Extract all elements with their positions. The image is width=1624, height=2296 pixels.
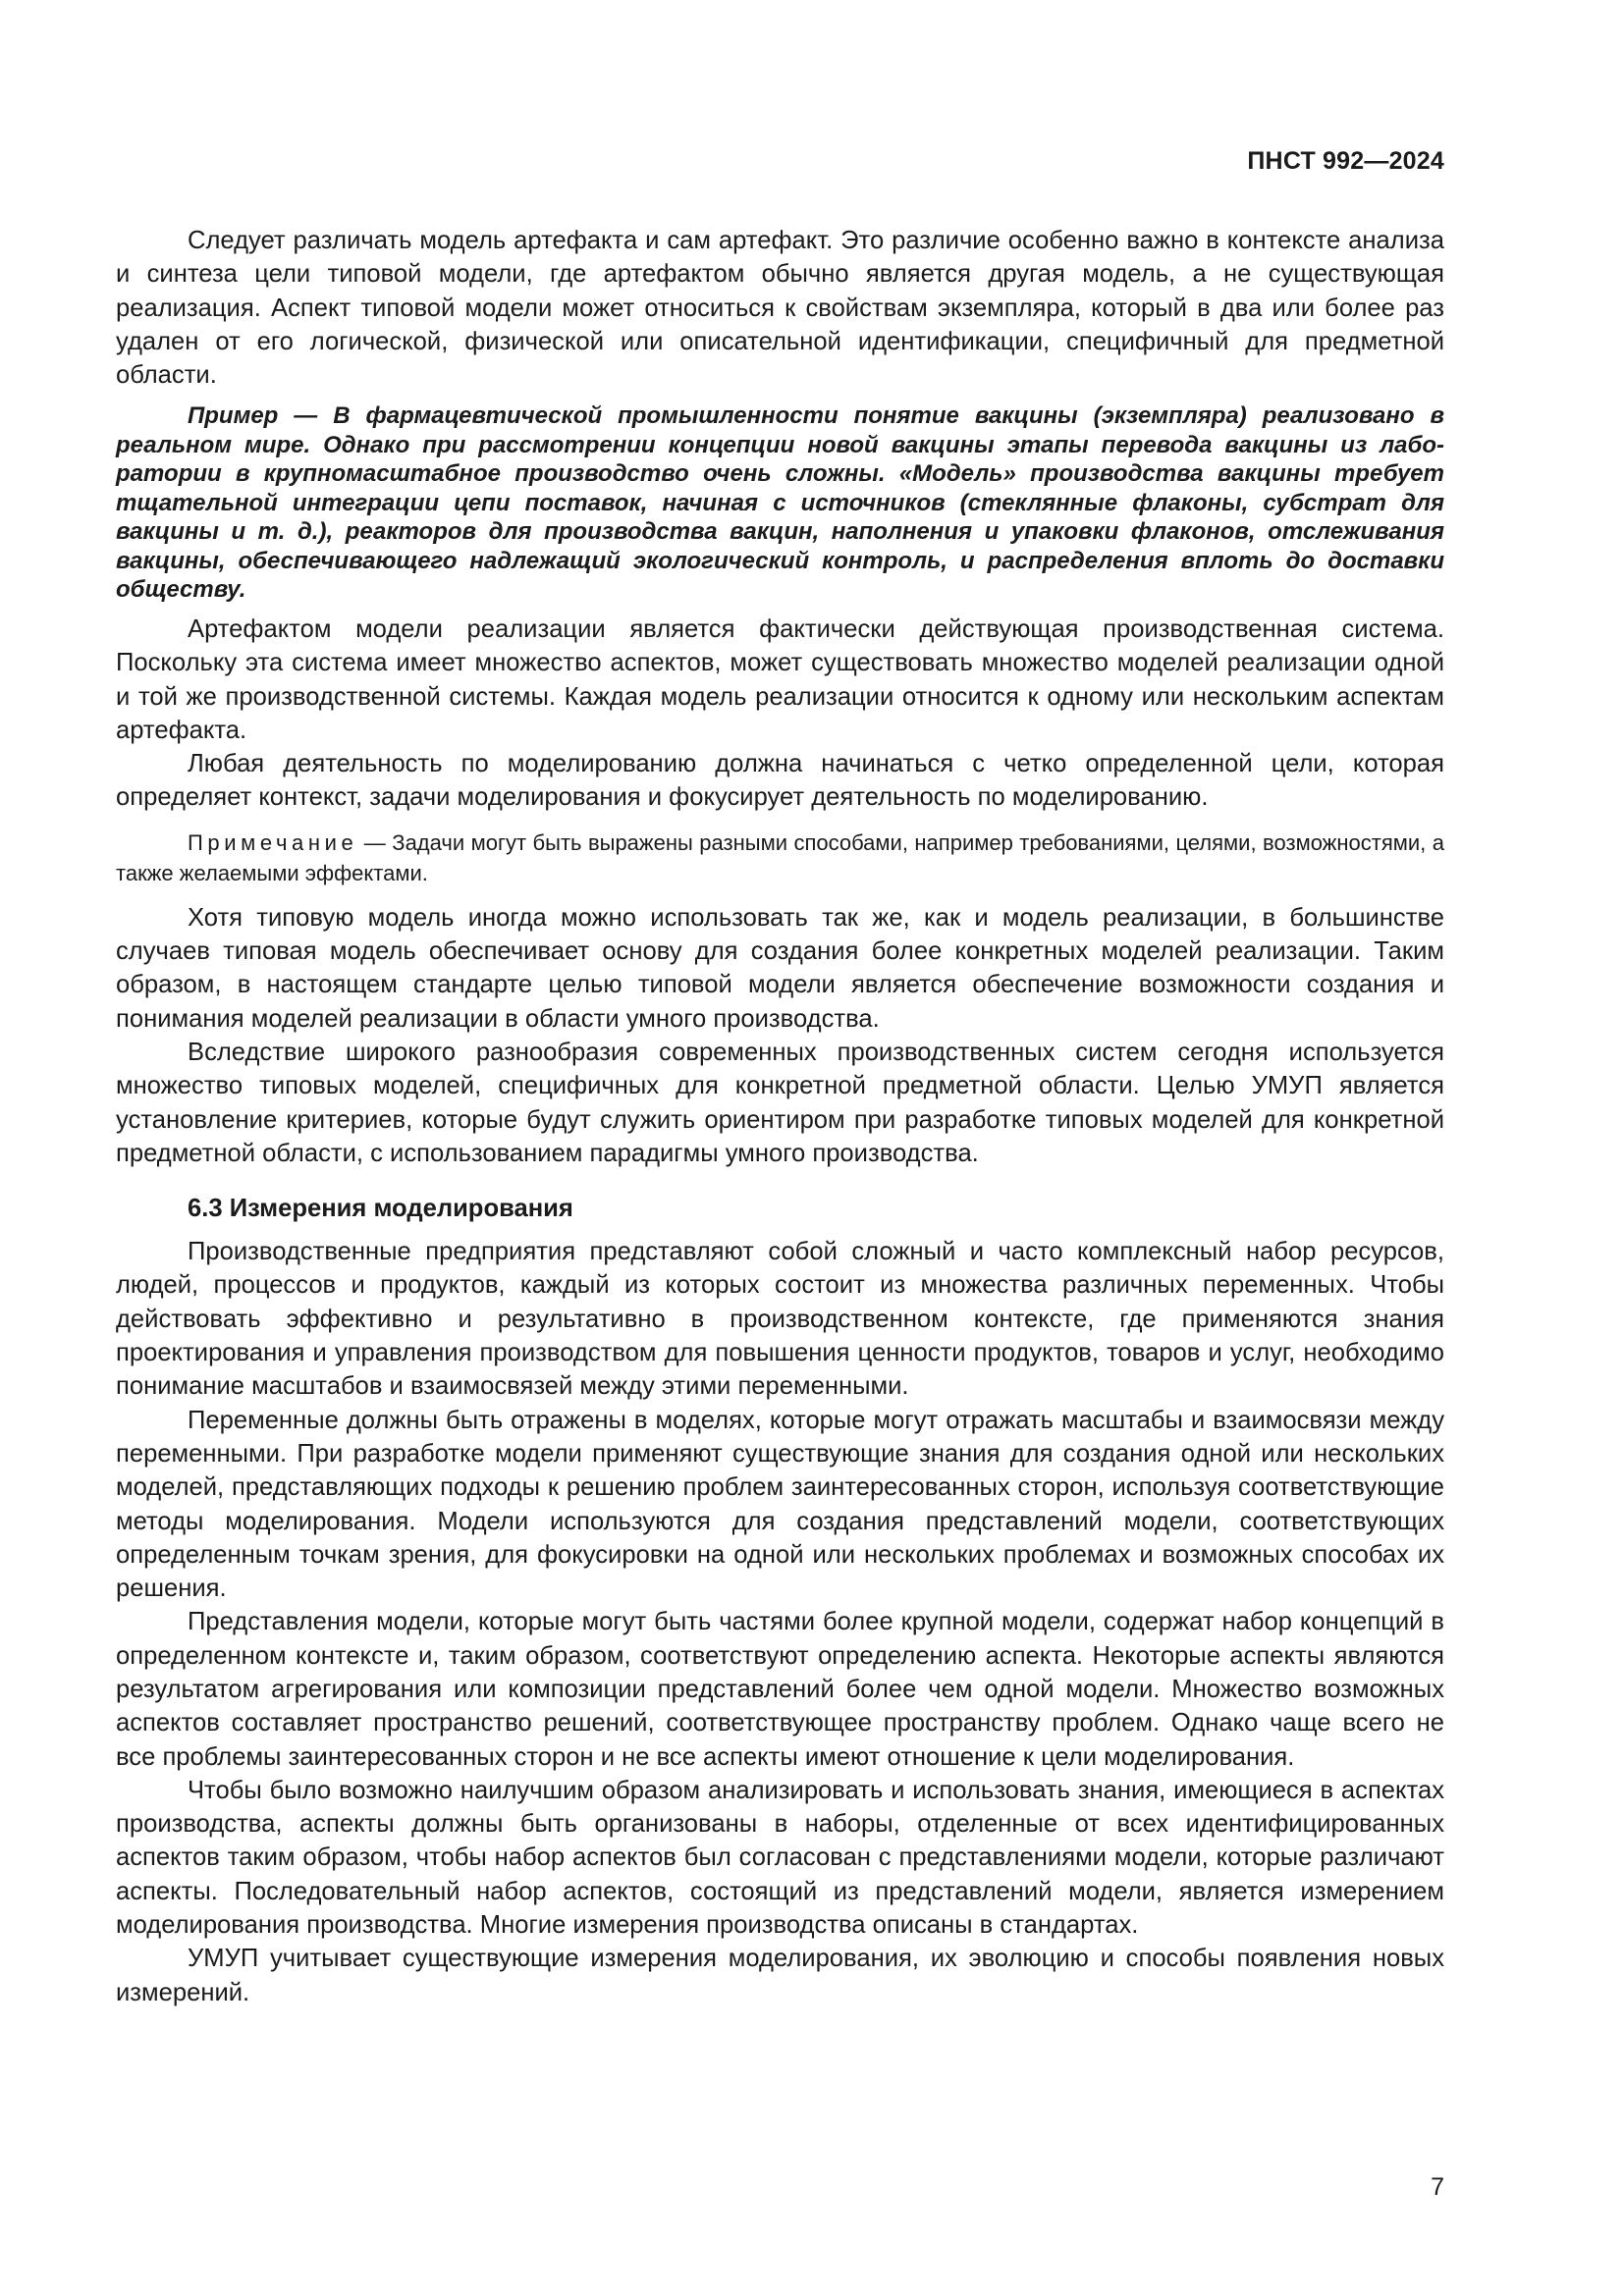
paragraph-7: Переменные должны быть отражены в моделях, которые могут отражать масштабы и взаимосвязи между переменными. При разработке модели применяют существующие знания для создания одной или нескольких моделей, представляющих подходы к решению проблем заинтересованных сторон, используя соответствующие методы моделирования. Модели используются для создания представлений модели, соответствующих определенным точкам зрения, для фокусировки на одной или нескольких проблемах и возможных способах их решения. — [116, 1406, 1444, 1603]
note-text: — Задачи могут быть выражены разными способами, например требованиями, целями, возможностями, а также желаемыми эффектами. — [116, 829, 1444, 885]
paragraph-1: Следует различать модель артефакта и сам артефакт. Это различие особенно важно в контексте анализа и синтеза цели типовой модели, где артефактом обычно является другая модель, а не существующая реализация. Аспект типовой модели может относиться к свойствам экземпляра, который в два или более раз удален от его логической, физической или описательной идентификации, специфичный для предметной области. — [116, 227, 1444, 390]
paragraph-5: Вследствие широкого разнообразия современных производственных систем сегодня используется множество типовых моделей, специфичных для конкретной предметной области. Целью УМУП является установление критериев, которые будут служить ориентиром при разработке типовых моделей для конкретной предметной области, с использованием парадигмы умного производства. — [116, 1038, 1444, 1167]
note-paragraph — [116, 828, 1444, 888]
page-number: 7 — [1431, 2173, 1444, 2201]
paragraph-3: Любая деятельность по моделированию должна начинаться с четко определенной цели, которая определяет контекст, задачи моделирования и фокусирует деятельность по моделированию. — [116, 750, 1444, 812]
paragraph-10: УМУП учитывает существующие измерения моделирования, их эволюцию и способы появления новых измерений. — [116, 1945, 1444, 2006]
paragraph-4: Хотя типовую модель иногда можно использовать так же, как и модель реализации, в большинстве случаев типовая модель обеспечивает основу для создания более конкретных моделей реализации. Таким образом, в настоящем стандарте целью типовой модели является обеспечение возможности создания и понимания моделей реализации в области умного производства. — [116, 903, 1444, 1033]
paragraph-9: Чтобы было возможно наилучшим образом анализировать и использовать знания, имеющиеся в аспектах производства, аспекты должны быть организованы в наборы, отделенные от всех идентифицированных аспектов таким образом, чтобы набор аспектов был согласован с представлениями модели, которые различают аспекты. Последовательный набор аспектов, состоящий из представлений модели, является измерением моделирования производства. Многие измерения производства описаны в стандартах. — [116, 1776, 1444, 1940]
note-label: Примечание — [188, 829, 358, 855]
page-content — [116, 224, 1444, 2009]
example-paragraph: Пример — В фармацевтической промышленности понятие вакцины (экземпляра) реализовано в реальном мире. Однако при рассмотрении концепции новой вакцины этапы перевода вакцины из лаборатории в крупномасштабное производство очень сложны. «Модель» производства вакцины требует тщательной интеграции цепи поставок, начиная с источников (стеклянные флаконы, субстрат для вакцины и т. д.), реакторов для производства вакцин, наполнения и упаковки флаконов, отслеживания вакцины, обеспечивающего надлежащий экологический контроль, и распределения вплоть до доставки обществу. — [116, 402, 1444, 604]
paragraph-6: Производственные предприятия представляют собой сложный и часто комплексный набор ресурсов, людей, процессов и продуктов, каждый из которых состоит из множества различных переменных. Чтобы действовать эффективно и результативно в производственном контексте, где применяются знания проектирования и управления производством для повышения ценности продуктов, товаров и услуг, необходимо понимание масштабов и взаимосвязей между этими переменными. — [116, 1238, 1444, 1401]
section-heading: 6.3 Измерения моделирования — [188, 1195, 573, 1223]
document-code: ПНСТ 992—2024 — [1247, 147, 1444, 175]
paragraph-8: Представления модели, которые могут быть частями более крупной модели, содержат набор концепций в определенном контексте и, таким образом, соответствуют определению аспекта. Некоторые аспекты являются результатом агрегирования или композиции представлений более чем одной модели. Множество возможных аспектов составляет пространство решений, соответствующее пространству проблем. Однако чаще всего не все проблемы заинтересованных сторон и не все аспекты имеют отношение к цели моделирования. — [116, 1608, 1444, 1771]
paragraph-2: Артефактом модели реализации является фактически действующая производственная система. Поскольку эта система имеет множество аспектов, может существовать множество моделей реализации одной и той же производственной системы. Каждая модель реализации относится к одному или нескольким аспектам артефакта. — [116, 614, 1444, 744]
